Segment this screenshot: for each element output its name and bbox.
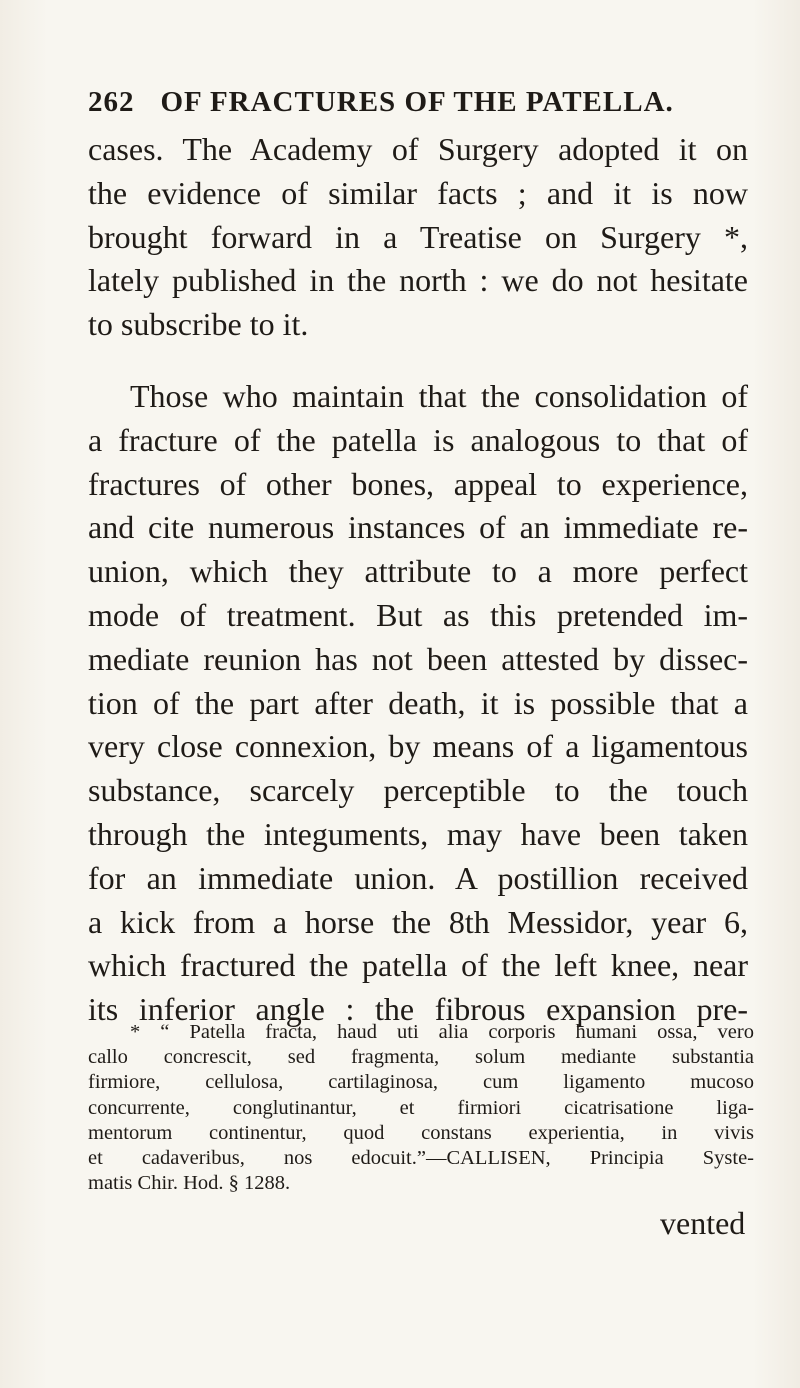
text-line: fractures of other bones, appeal to experience, bbox=[88, 465, 748, 502]
text-line: for an immediate union. A postillion received bbox=[88, 859, 748, 896]
text-line: its inferior angle : the fibrous expansion pre- bbox=[88, 991, 748, 1028]
paragraph-2 bbox=[88, 375, 748, 1032]
catchword: vented bbox=[660, 1205, 746, 1241]
text-line: brought forward in a Treatise on Surgery *, bbox=[88, 218, 748, 255]
footnote-line: firmiore, cellulosa, cartilaginosa, cum ligamento mucoso bbox=[88, 1071, 754, 1094]
paragraph-1 bbox=[88, 128, 748, 347]
footnote-line: callo concrescit, sed fragmenta, solum mediante substantia bbox=[88, 1046, 754, 1069]
text-line: the evidence of similar facts ; and it is now bbox=[88, 174, 748, 211]
chapter-title: OF FRACTURES OF THE PATELLA. bbox=[160, 86, 674, 118]
footnote bbox=[88, 1020, 754, 1196]
page-number: 262 bbox=[88, 86, 135, 118]
footnote-line: matis Chir. Hod. § 1288. bbox=[88, 1172, 291, 1195]
text-line: lately published in the north : we do not hesitate bbox=[88, 262, 748, 299]
text-line: substance, scarcely perceptible to the touch bbox=[88, 772, 748, 809]
text-line: tion of the part after death, it is possible that a bbox=[88, 684, 748, 721]
text-line: very close connexion, by means of a ligamentous bbox=[88, 728, 748, 765]
text-line: through the integuments, may have been taken bbox=[88, 815, 748, 852]
text-line: cases. The Academy of Surgery adopted it on bbox=[88, 131, 748, 167]
footnote-line: concurrente, conglutinantur, et firmiori cicatrisatione liga- bbox=[88, 1096, 754, 1119]
text-line: a kick from a horse the 8th Messidor, year 6, bbox=[88, 903, 748, 940]
text-line: mode of treatment. But as this pretended im- bbox=[88, 596, 748, 633]
footnote-line: et cadaveribus, nos edocuit.”—CALLISEN, Principia Syste- bbox=[88, 1146, 754, 1169]
text-line: to subscribe to it. bbox=[88, 306, 309, 343]
running-head bbox=[88, 86, 768, 126]
text-line: mediate reunion has not been attested by dissec- bbox=[88, 640, 748, 677]
footnote-line: mentorum continentur, quod constans experientia, in vivis bbox=[88, 1121, 754, 1144]
text-line: union, which they attribute to a more perfect bbox=[88, 553, 748, 590]
text-line: and cite numerous instances of an immediate re- bbox=[88, 509, 748, 546]
text-line: Those who maintain that the consolidation of bbox=[130, 378, 748, 414]
text-line: a fracture of the patella is analogous to that of bbox=[88, 421, 748, 458]
text-line: which fractured the patella of the left knee, near bbox=[88, 947, 748, 984]
footnote-line: * “ Patella fracta, haud uti alia corporis humani ossa, vero bbox=[130, 1021, 754, 1043]
